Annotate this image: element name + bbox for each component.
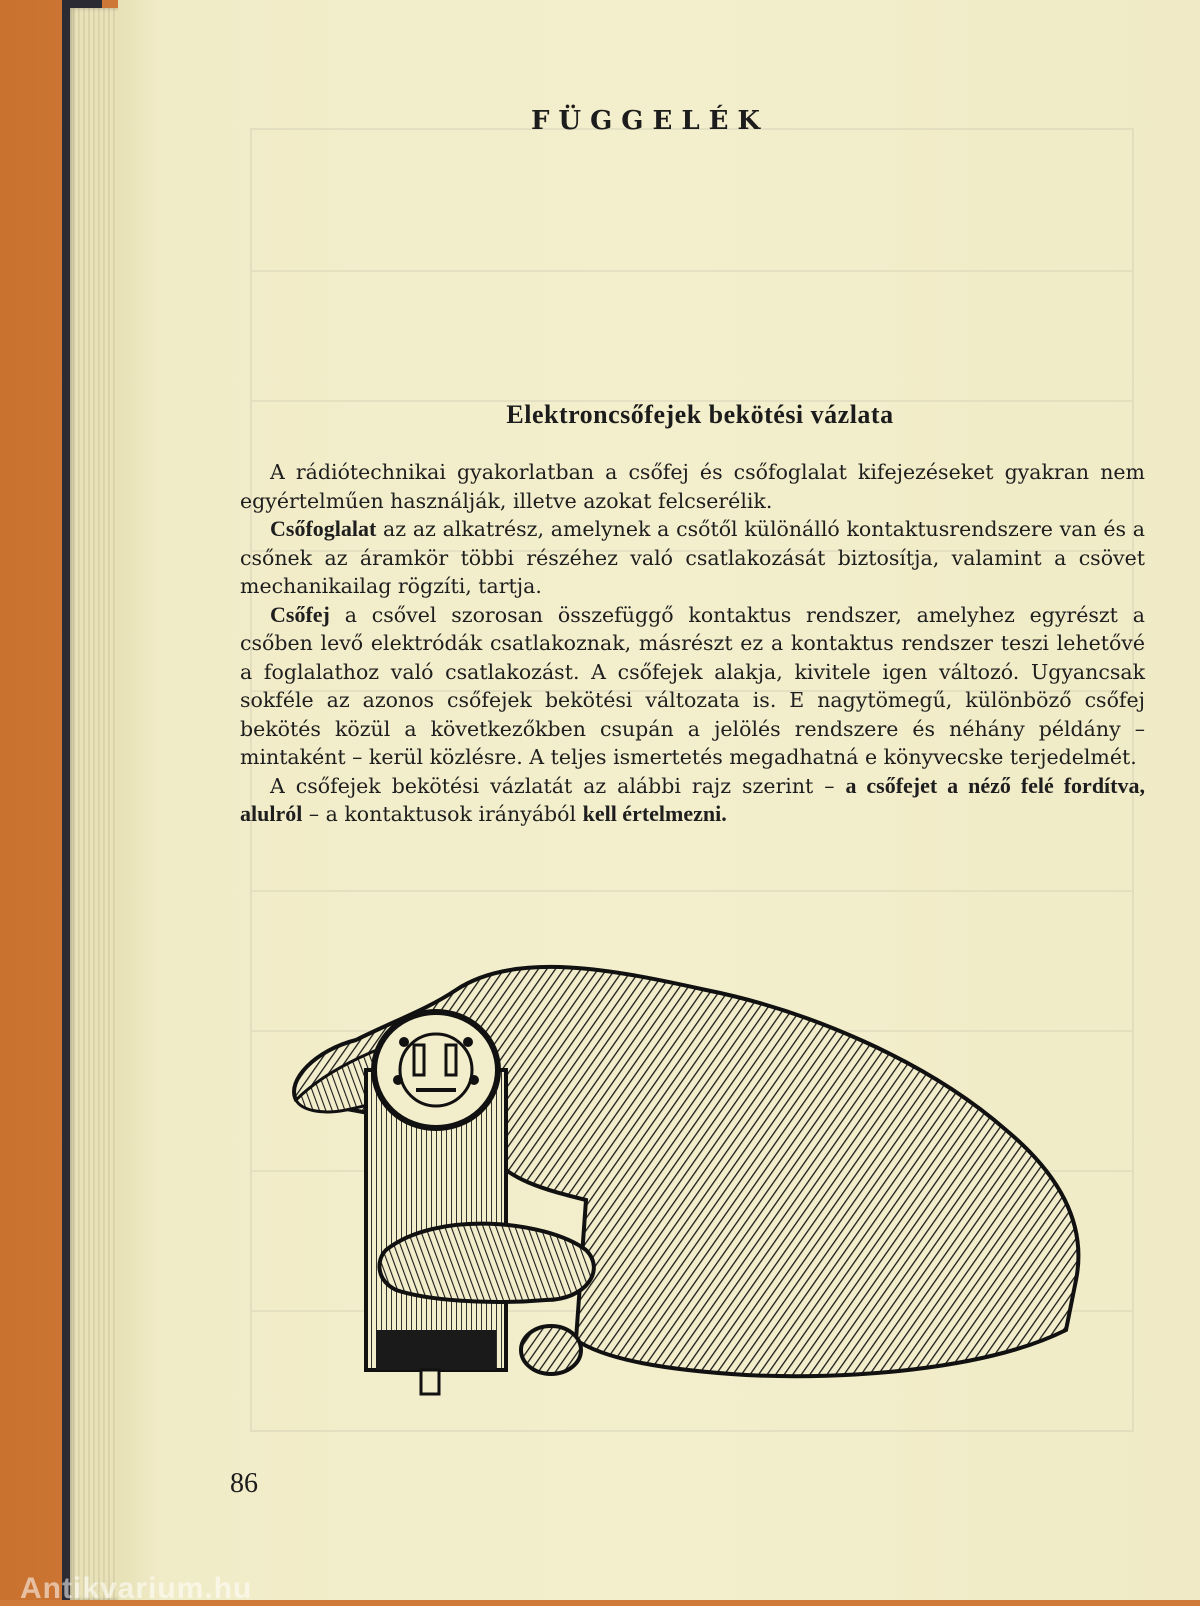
section-title: Elektroncsőfejek bekötési vázlata (506, 400, 894, 429)
term-csofej: Csőfej (270, 601, 330, 627)
paragraph-4-mid: – a kontaktusok irányából (302, 802, 583, 826)
page-header: FÜGGELÉK (530, 106, 770, 136)
paragraph-2-text: az az alkatrész, amelynek a csőtől különálló kontaktusrendszere van és a csőnek az áramkör többi részéhez való csatlakozását biztosítja, valamint a csövet mechanikailag rögzíti, tartja. (240, 517, 1145, 598)
paragraph-2 (240, 515, 1145, 601)
term-csofoglalat: Csőfoglalat (270, 516, 377, 541)
paragraph-4-emphasis-2: kell értelmezni. (582, 801, 727, 826)
page-number: 86 (230, 1468, 258, 1499)
body-text (240, 458, 1145, 829)
paragraph-4 (240, 772, 1145, 829)
hand-holding-tube-illustration (286, 950, 1106, 1410)
paragraph-3 (240, 601, 1145, 772)
watermark: Antikvarium.hu (20, 1572, 253, 1605)
paragraph-1: A rádiótechnikai gyakorlatban a csőfej és csőfoglalat kifejezéseket gyakran nem egyértelműen használják, illetve azokat felcserélik. (240, 460, 1145, 513)
paragraph-4-emphasis-1: a csőfejet a néző felé fordítva, alulról (240, 772, 1145, 826)
paragraph-4-text: A csőfejek bekötési vázlatát az alábbi rajz szerint – (270, 773, 846, 798)
paragraph-3-text: a csővel szorosan összefüggő kontaktus rendszer, amelyhez egyrészt a csőben levő elektródák csatlakoznak, másrészt ez a kontaktus rendszer teszi lehetővé a foglalathoz való csatlakozást. A csőfejek alakja, kivitele igen változó. Ugyancsak sokféle az azonos csőfejek bekötési változata is. E nagytömegű, különböző csőfej bekötés közül a következőkben csupán a jelölés rendszere és néhány példány – mintaként – kerül közlésre. A teljes ismertetés megadhatná e könyvecske terjedelmét. (240, 602, 1145, 769)
